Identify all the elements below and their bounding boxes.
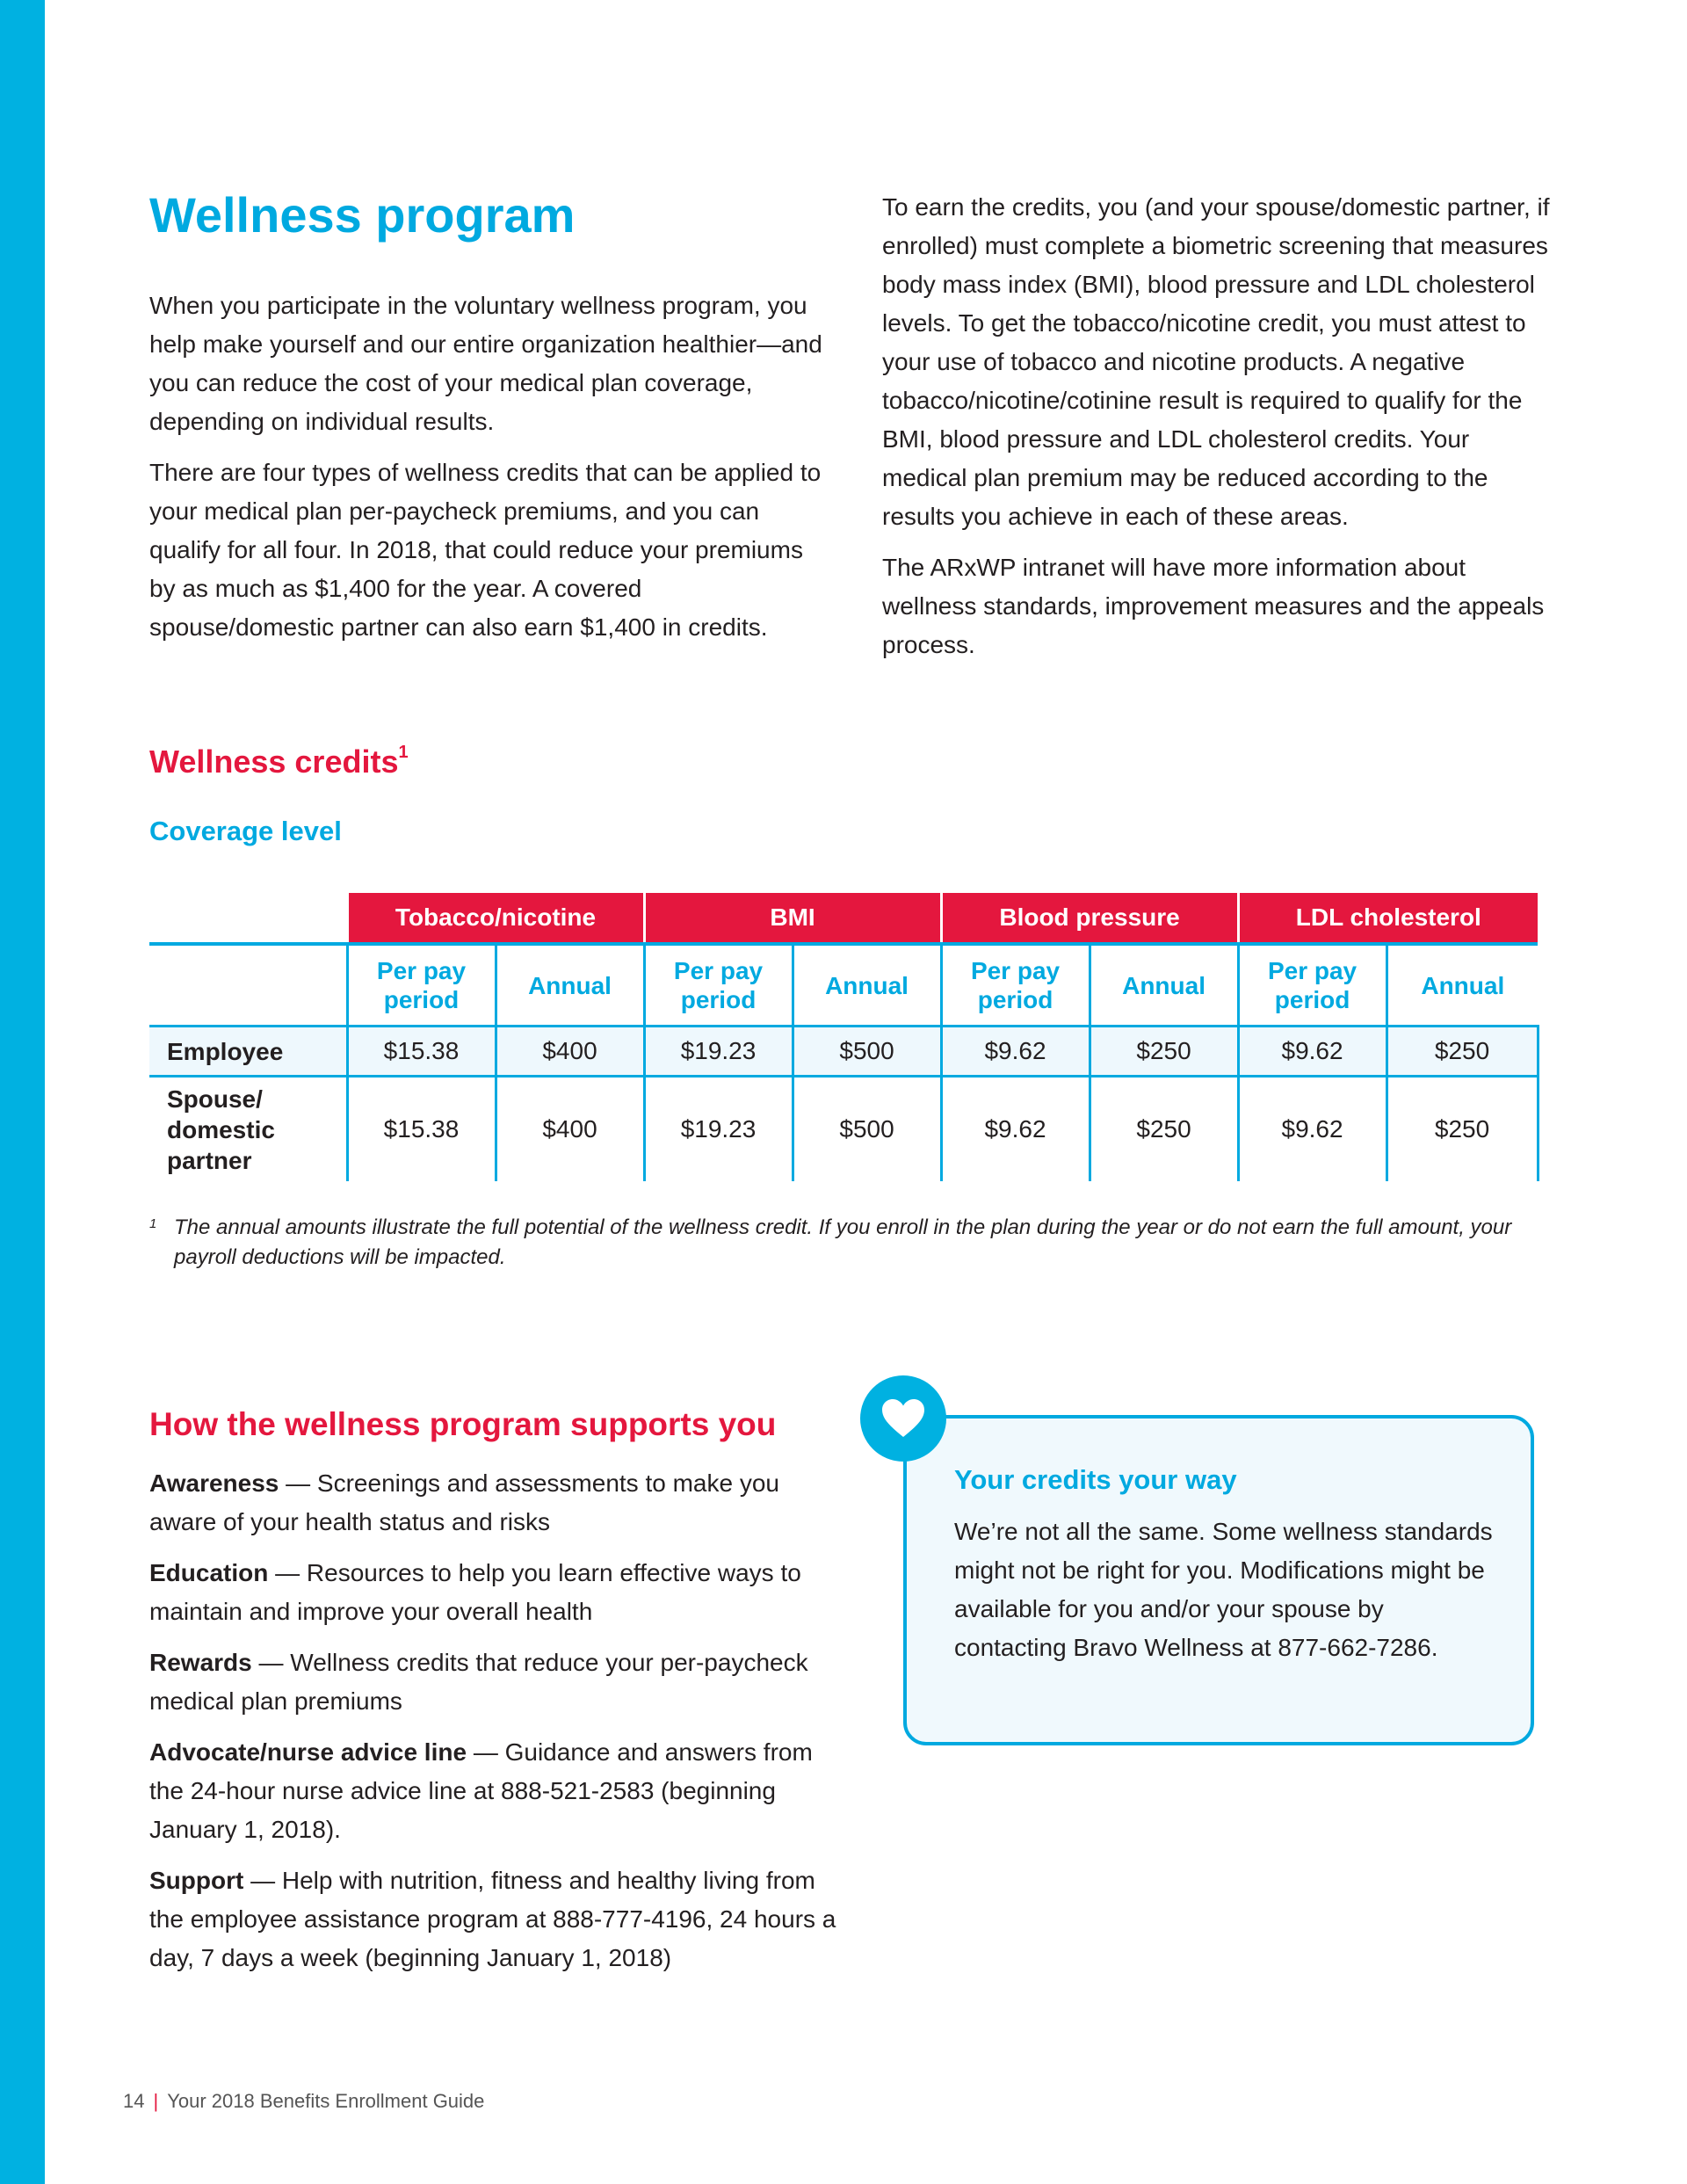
list-item bbox=[149, 1554, 844, 1631]
intro-paragraph-2: There are four types of wellness credits that can be applied to your medical plan per-paycheck premiums, and you can qualify for all four. In 2018, that could reduce your premiums by as much as $1,400 for the year. A covered spouse/domestic partner can also earn $1,400 in credits. bbox=[149, 459, 822, 641]
item-description: — Wellness credits that reduce your per-paycheck medical plan premiums bbox=[149, 1649, 808, 1715]
table-cell: $15.38 bbox=[347, 1077, 496, 1182]
row-label-employee: Employee bbox=[149, 1027, 347, 1077]
item-description: — Resources to help you learn effective ways to maintain and improve your overall health bbox=[149, 1559, 801, 1625]
item-term: Support bbox=[149, 1867, 244, 1894]
page-title: Wellness program bbox=[149, 187, 576, 243]
intro-paragraph-1: When you participate in the voluntary wellness program, you help make yourself and our entire organization healthier—and you can reduce the cost of your medical plan coverage, depending on individual results. bbox=[149, 292, 822, 435]
heart-icon bbox=[860, 1375, 946, 1462]
table-cell: $250 bbox=[1387, 1077, 1538, 1182]
footer-separator: | bbox=[153, 2090, 159, 2112]
table-corner bbox=[149, 893, 347, 944]
list-item bbox=[149, 1733, 844, 1849]
support-heading: How the wellness program supports you bbox=[149, 1406, 777, 1442]
table-cell: $400 bbox=[496, 1027, 644, 1077]
table-cell: $250 bbox=[1090, 1027, 1238, 1077]
subheader-annual: Annual bbox=[793, 944, 941, 1027]
requirements-paragraph: To earn the credits, you (and your spouse/domestic partner, if enrolled) must complete a biometric screening that measures body mass index (BMI), blood pressure and LDL cholesterol levels. To get the tobacco/nicotine credit, you must attest to your use of tobacco and nicotine products. A negative tobacco/nicotine/cotinine result is required to qualify for the BMI, blood pressure and LDL cholesterol credits. Your medical plan premium may be reduced according to the results you achieve in each of these areas. bbox=[882, 193, 1550, 530]
item-term: Awareness bbox=[149, 1469, 279, 1497]
subheader-per-pay: Per pay period bbox=[644, 944, 793, 1027]
item-term: Rewards bbox=[149, 1649, 252, 1676]
footnote-text: The annual amounts illustrate the full potential of the wellness credit. If you enroll in the plan during the year or do not earn the full amount, your payroll deductions will be impacted. bbox=[174, 1215, 1512, 1269]
sidebar-color-band bbox=[0, 0, 45, 2184]
list-item bbox=[149, 1861, 844, 1977]
page-number: 14 bbox=[123, 2090, 145, 2112]
table-cell: $19.23 bbox=[644, 1027, 793, 1077]
guide-title: Your 2018 Benefits Enrollment Guide bbox=[167, 2090, 485, 2112]
wellness-credits-title: Wellness credits bbox=[149, 744, 399, 780]
table-cell: $9.62 bbox=[1238, 1077, 1387, 1182]
subheader-per-pay: Per pay period bbox=[941, 944, 1090, 1027]
table-cell: $250 bbox=[1090, 1077, 1238, 1182]
table-row-spouse bbox=[149, 1077, 1538, 1182]
subheader-annual: Annual bbox=[1387, 944, 1538, 1027]
table-cell: $9.62 bbox=[941, 1027, 1090, 1077]
wellness-credits-table bbox=[149, 893, 1539, 1181]
intranet-paragraph: The ARxWP intranet will have more information about wellness standards, improvement measures and the appeals process. bbox=[882, 554, 1545, 658]
footnote-ref: 1 bbox=[398, 743, 409, 762]
table-subheader-blank bbox=[149, 944, 347, 1027]
footnote-number: 1 bbox=[149, 1216, 157, 1231]
group-header-ldl: LDL cholesterol bbox=[1238, 893, 1538, 944]
item-description: — Screenings and assessments to make you aware of your health status and risks bbox=[149, 1469, 779, 1535]
table-cell: $9.62 bbox=[941, 1077, 1090, 1182]
table-cell: $9.62 bbox=[1238, 1027, 1387, 1077]
table-cell: $500 bbox=[793, 1027, 941, 1077]
item-description: — Guidance and answers from the 24-hour nurse advice line at 888-521-2583 (beginning January 1, 2018). bbox=[149, 1738, 813, 1843]
table-cell: $19.23 bbox=[644, 1077, 793, 1182]
subheader-annual: Annual bbox=[496, 944, 644, 1027]
list-item bbox=[149, 1464, 844, 1542]
group-header-tobacco: Tobacco/nicotine bbox=[347, 893, 644, 944]
intro-right-column bbox=[882, 188, 1559, 677]
table-cell: $250 bbox=[1387, 1027, 1538, 1077]
item-term: Advocate/nurse advice line bbox=[149, 1738, 467, 1766]
item-term: Education bbox=[149, 1559, 269, 1586]
callout-title: Your credits your way bbox=[954, 1464, 1237, 1495]
group-header-blood-pressure: Blood pressure bbox=[941, 893, 1238, 944]
intro-left-column bbox=[149, 287, 826, 659]
table-row-employee bbox=[149, 1027, 1538, 1077]
heart-icon-glyph bbox=[880, 1398, 926, 1439]
table-cell: $15.38 bbox=[347, 1027, 496, 1077]
row-label-spouse: Spouse/ domestic partner bbox=[149, 1077, 347, 1182]
group-header-bmi: BMI bbox=[644, 893, 941, 944]
subheader-annual: Annual bbox=[1090, 944, 1238, 1027]
subheader-per-pay: Per pay period bbox=[1238, 944, 1387, 1027]
wellness-credits-heading bbox=[149, 744, 409, 780]
subheader-per-pay: Per pay period bbox=[347, 944, 496, 1027]
table-cell: $500 bbox=[793, 1077, 941, 1182]
support-list bbox=[149, 1464, 844, 1990]
coverage-level-label: Coverage level bbox=[149, 816, 342, 846]
callout-body: We’re not all the same. Some wellness standards might not be right for you. Modifications might be available for you and/or your spouse by contacting Bravo Wellness at 877-662-7286. bbox=[954, 1518, 1493, 1661]
item-description: — Help with nutrition, fitness and healthy living from the employee assistance program at 888-777-4196, 24 hours a day, 7 days a week (beginning January 1, 2018) bbox=[149, 1867, 836, 1971]
table-cell: $400 bbox=[496, 1077, 644, 1182]
list-item bbox=[149, 1643, 844, 1721]
page-footer bbox=[123, 2090, 484, 2113]
table-footnote bbox=[149, 1213, 1520, 1273]
